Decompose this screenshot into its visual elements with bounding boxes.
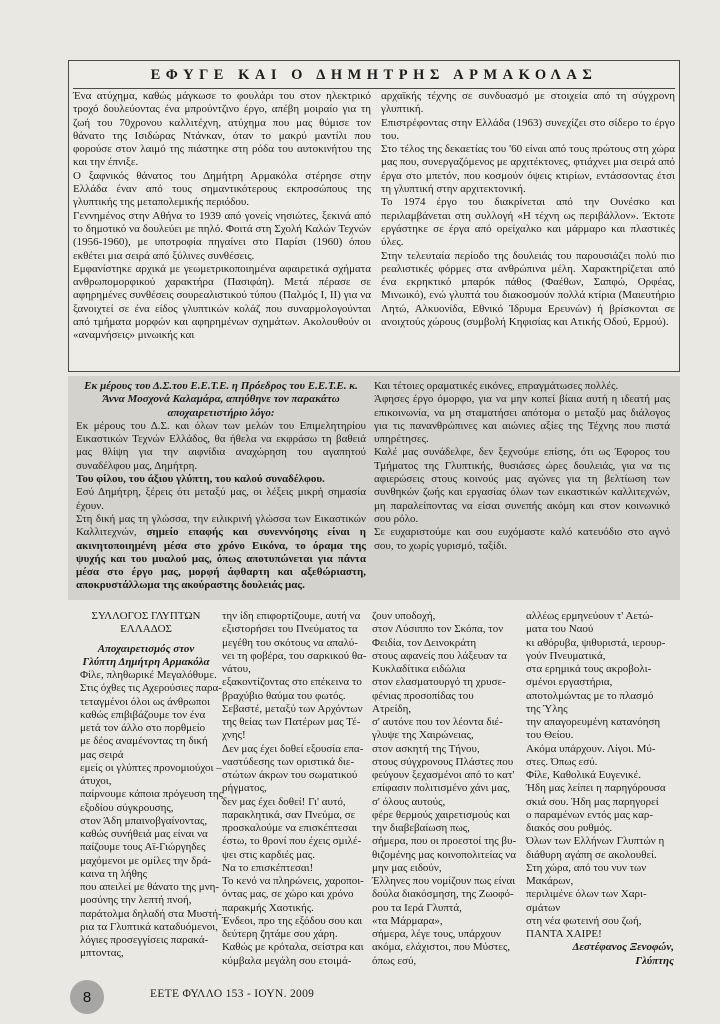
poem-line: την απαγορευμένη κατανόηση [526, 716, 661, 728]
poem-line: στη νέα φωτεινή σου ζωή, [526, 914, 642, 927]
poem-line: στον Άδη μπαινοβγαίνοντας, [80, 814, 208, 827]
poem-line: θιζομένης μας κοινοπολιτείας να [372, 848, 517, 861]
poem-line: περιλιμένε όλων των Χαρι- [526, 888, 647, 901]
poem-line: Μακάρων, [526, 875, 574, 887]
poem-line: καθώς συνήθειά μας είναι να [80, 828, 208, 841]
poem-line: ψει στις καρδιές μας. [222, 848, 315, 861]
poem-line: της Ύλης [526, 702, 568, 715]
poem-line: μην μας ειδούν, [372, 861, 442, 874]
poem-line: ρια τα Γλυπτικά καταδυόμενοι, [80, 920, 218, 933]
poem-line: σ' όλους αυτούς, [372, 795, 446, 808]
poem-line: ρου τα Ιερά Γλυπτά, [372, 901, 462, 914]
poem-line: χνης! [222, 729, 246, 742]
poem-line: Δεν μας έχει δοθεί εξουσία επα- [222, 742, 364, 755]
poem-line: βραχύβιο θαύμα του φωτός. [222, 689, 346, 702]
poem-line: της θείας των Πατέρων μας Τέ- [222, 716, 361, 728]
poem-line: Καθώς με κρόταλα, σείστρα και [222, 941, 364, 954]
poem-line: εξιστορήσει του Πνεύματος τα [222, 623, 358, 636]
poem-column-2 [222, 610, 367, 968]
poem-line: μαχόμενοι με ομίλες την δρά- [80, 854, 212, 867]
issue-footer: ΕΕΤΕ ΦΥΛΛΟ 153 - ΙΟΥΝ. 2009 [150, 988, 315, 1000]
poem-line: αποτολμώντας με το πλασμό [526, 689, 654, 702]
poem-line: Φίλε, πληθωρικέ Μεγαλόθυμε. [80, 669, 217, 682]
poem-line: κι αθόρυβα, ψιθυριστά, ιερουρ- [526, 636, 666, 649]
speech-paragraph: Άφησες έργο όμορφο, για να μην κοπεί βίαια αυτή η ιδεατή μας επικοινωνία, να μη σταματήσει απότομα ο μεταξύ μας διάλογος για τις πανανθρώπινες και αιώνιες αξίες της Τέχνης που πιστά υπηρέτησες. [374, 393, 670, 446]
poem-line: στον ελασματουργό τη χρυσε- [372, 676, 506, 689]
poem-line: έστω, το θρονί που έχεις σμιλέ- [222, 835, 362, 848]
speech-intro: Εκ μέρους του Δ.Σ.του Ε.Ε.Τ.Ε. η Πρόεδρος του Ε.Ε.Τ.Ε. κ. Άννα Μοσχονά Καλαμάρα, απηύθηνε τον παρακάτω αποχαιρετιστήριο λόγο: [84, 380, 358, 419]
poem-line: ρήγματος, [222, 782, 267, 795]
poem-line: Φίλε, Καθολικά Ευγενικέ. [526, 769, 641, 781]
poem-line: Ατρείδη, [372, 702, 412, 715]
article-title: ΕΦΥΓΕ ΚΑΙ Ο ΔΗΜΗΤΡΗΣ ΑΡΜΑΚΟΛΑΣ [150, 67, 598, 83]
poem-line: αλλέως ερμηνεύουν τ' Αετώ- [526, 610, 654, 622]
poem-line: την ίδη επιφορτίζουμε, αυτή να [222, 610, 361, 622]
article-paragraph: αρχαϊκής τέχνης σε συνδυασμό με στοιχεία από τη σύγχρονη γλυπτική. [381, 90, 675, 116]
poem-line: ΠΑΝΤΑ ΧΑΙΡΕ! [526, 928, 602, 940]
poem-line: σ' αυτόνε που τον λέοντα διέ- [372, 716, 503, 728]
poem-line: Ένδεοι, προ της εξόδου σου και [222, 914, 363, 927]
poem-line: φεύγουν ξεχασμένοι από το κατ' [372, 769, 515, 781]
speech-paragraph: Εσύ Δημήτρη, ξέρεις ότι μεταξύ μας, οι λέξεις μικρή σημασία έχουν. [76, 486, 366, 512]
poem-line: εμείς οι γλύπτες προνομιούχοι – [80, 761, 222, 774]
poem-line: Ήδη μας λείπει η παρηγόρουσα [526, 782, 666, 795]
poem-line: διακός σου ρυθμός. [526, 822, 613, 834]
poem-line: που απειλεί με θάνατο της μνη- [80, 881, 220, 894]
poem-line: στα ερημικά τους ακροβολι- [526, 663, 652, 675]
poem-line: γλυψε της Χαιρώνειας, [372, 729, 474, 742]
poem-line: σήμερα, που οι προεστοί της βυ- [372, 835, 517, 848]
poem-line: μετά τον άλλο στο πορθμείο [80, 722, 206, 735]
poem-line: καινα τη λήθης [80, 867, 147, 880]
poem-line: Στις όχθες τις Αχερούσιες παρα- [80, 682, 222, 695]
speech-paragraph [76, 513, 366, 593]
poem-line: μπτοντας, [80, 947, 124, 960]
article-paragraph: Στην τελευταία περίοδο της δουλειάς του παρουσιάζει πολύ πιο ρεαλιστικές φόρμες στα ανθρώπινα μέλη. Χαρακτηρίζεται από ένα εκρηκτικό μπαρόκ πάθος (Φαέθων, Σαπφώ, Ορφέας, Μινωικό), ενώ γλυπτά του διακοσμούν πολλά κτίρια (Μαιευτήριο Λητώ, Αλκυονίδα, Εθνικό Ίδρυμα Ερευνών) ή βρίσκονται σε ανοιχτούς χώρους (συμβολή Κηφισίας και Ατικής Οδού, Ερμού). [381, 249, 675, 329]
poem-line: παρακλητικά, σαν Πνεύμα, σε [222, 808, 356, 821]
article-frame [68, 60, 680, 372]
poem-line: μεγέθη του σκότους να απαλύ- [222, 636, 358, 649]
speech-right-column [374, 380, 670, 553]
poem-line: του Θείου. [526, 729, 574, 742]
poem-lines [372, 610, 517, 968]
speech-paragraph: Και τέτοιες οραματικές εικόνες, επραγμάτωσες πολλές. [374, 380, 619, 392]
poem-line: επίφασιν πολιτισμένο χάνι μας, [372, 782, 510, 795]
poem-line: στον Λύσιππο τον Σκόπα, τον [372, 623, 504, 636]
title-divider [73, 88, 675, 89]
poem-line: ματα του Ναού [526, 623, 594, 636]
poem-line: Κυκλαδίτικα ειδώλια [372, 663, 466, 675]
poem-line: παράτολμα δηλαδή στα Μυστή- [80, 907, 222, 920]
poem-line: Έλληνες που νομίζουν πως είναι [372, 875, 516, 887]
article-paragraph: Εμφανίστηκε αρχικά με γεωμετρικοποιημένα αφαιρετικά σχήματα ανθρωπομορφικού χαρακτήρα (Πασιφάη). Μετά πέρασε σε αφηρημένες συνθέσεις σουρεαλιστικού τύπου (Παλμός Ι, ΙΙ) για να ξανοιχτεί σε ένα είδος γλυπτικών κολάζ που συναρμολογούνται από τμήματα μορφών και αφηρημένων σχημάτων. Ακολουθούν οι «αναμνήσεις» μινωικής και [73, 262, 371, 342]
poem-line: «τα Μάρμαρα», [372, 914, 443, 927]
article-paragraph: Ένα ατύχημα, καθώς μάγκωσε το φουλάρι του στον ηλεκτρικό τροχό δουλεύοντας ένα μπρούντζινο έργο, απέβη μοιραίο για τη ζωή του 70χρονου καλλιτέχνη, ατύχημα που μας θύμισε τον θάνατο της Ισιδώρας Ντάνκαν, όταν το μακρύ μαντίλι που φορούσε στον λαιμό της πιάστηκε στη ρόδα του αυτοκινήτου της και την έπνιξε. [73, 90, 371, 169]
poem-line: σμάτων [526, 901, 561, 914]
poem-signature-role: Γλύπτης [635, 954, 674, 967]
poem-line: τεταγμένοι όλοι ως άνθρωποι [80, 695, 210, 708]
poem-lines [222, 610, 367, 968]
poem-lines [80, 669, 223, 961]
poem-line: την διαβεβαίωση πως, [372, 822, 470, 834]
article-paragraph: Ο ξαφνικός θάνατος του Δημήτρη Αρμακόλα στέρησε στην Ελλάδα έναν από τους σημαντικότερους εκπροσώπους της γλυπτικής της μεταπολεμικής περιόδου. [73, 169, 371, 209]
speech-text: Στη δική μας τη γλώσσα, την ειλικρινή γλώσσα των Εικαστικών Καλλιτεχνών, [76, 512, 366, 539]
poem-line: Όλων των Ελλήνων Γλυπτών η [526, 835, 665, 848]
page-number-badge [70, 980, 104, 1014]
poem-line: μοσύνης την λεπτή πνοή, [80, 894, 192, 907]
poem-line: κύμβαλα μεγάλη σου ετοιμά- [222, 954, 352, 967]
poem-line: νάτου, [222, 663, 251, 675]
poem-column-3 [372, 610, 517, 968]
poem-line: δεύτερη ζητάμε σου χάρη. [222, 928, 338, 940]
poem-line: στον ασκητή της Τήνου, [372, 742, 480, 755]
poem-column-4 [526, 610, 674, 968]
poem-lines [526, 610, 674, 941]
poem-line: παρακμής Χαοτικής. [222, 901, 314, 914]
poem-heading: Αποχαιρετισμός στον Γλύπτη Δημήτρη Αρμακόλα [82, 642, 210, 668]
poem-line: όπως εσύ, [372, 954, 417, 967]
poem-line: στες. Όπως εσύ. [526, 755, 598, 768]
poem-line: προσκαλούμε να επισκέπτεσαι [222, 822, 358, 834]
speech-left-column [76, 380, 366, 593]
poem-line: Το κενό να πληρώνεις, χαροποι- [222, 875, 364, 887]
poem-line: παίζουμε τους Αϊ-Γιώργηδες [80, 841, 206, 854]
article-paragraph: Το 1974 έργο του διακρίνεται από την Ουνέσκο και περιλαμβάνεται στη συλλογή «Η τέχνη ως περιβάλλον». Έκτοτε εργάστηκε σε έργα από ορείχαλκο και μάρμαρο και πλαστικές ύλες. [381, 196, 675, 249]
poem-line: νει τη φοβέρα, του σαρκικού θα- [222, 649, 367, 662]
poem-line: σήμερα, λέγε τους, υπάρχουν [372, 928, 501, 940]
association-name: ΣΥΛΛΟΓΟΣ ΓΛΥΠΤΩΝ ΕΛΛΑΔΟΣ [91, 610, 201, 636]
article-right-column [381, 90, 675, 329]
poem-line: ναστύδεσης των οριστικά διε- [222, 755, 355, 768]
poem-line: ο παραμένων εντός μας καρ- [526, 808, 654, 821]
poem-line: Να το επισκέπτεσαι! [222, 861, 314, 874]
poem-line: λόγιες προσεγγίσεις παρακά- [80, 934, 209, 947]
farewell-speech-box [68, 376, 680, 600]
speech-paragraph: Σε ευχαριστούμε και σου ευχόμαστε καλό κατευόδιο στο αγνό σου, το χωρίς γυρισμό, ταξίδι. [374, 526, 670, 552]
speech-emphasis: σημείο επαφής και συνεννόησης είναι η ακινητοποιημένη μέσα στο χρόνο Εικόνα, το όραμα της ψυχής και του μυαλού μας, όπως αποτυπώνεται για πάντα μέσα στο έργο μας, μορφή άφθαρτη και αξεθώριαστη, αποκρυστάλλωμα της ακούραστης δουλειάς μας. [76, 526, 367, 592]
poem-line: Σεβαστέ, μεταξύ των Αρχόντων [222, 702, 363, 715]
poem-signature: Δεστέφανος Ξενοφών, [572, 941, 674, 954]
poem-line: άτυχοι, [80, 775, 112, 788]
poem-line: εξοδίου σύγκρουσης, [80, 801, 174, 814]
article-left-column [73, 90, 371, 343]
poem-line: σκιά σου. Ήδη μας παρηγορεί [526, 795, 659, 808]
page-number: 8 [82, 988, 92, 1006]
speech-paragraph: Εκ μέρους του Δ.Σ. και όλων των μελών του Επιμελητηρίου Εικαστικών Τεχνών Ελλάδος, θα ήθελα να εκφράσω τη βαθειά μας θλίψη για την αιφνίδια αναχώρηση του αγαπητού συναδέλφου μας, Δημήτρη. [76, 419, 366, 472]
poem-line: παίρνουμε κάποια πρόγευση της [80, 788, 223, 801]
article-paragraph: Γεννημένος στην Αθήνα το 1939 από γονείς νησιώτες, ξεκινά από το δημοτικό να δουλεύει με πηλό. Φοιτά στη Σχολή Καλών Τεχνών (1956-1960), με υποτροφία πηγαίνει στο Παρίσι (1960) όπου εκθέτει μια σειρά από ξύλινες συνθέσεις. [73, 209, 371, 262]
speech-bold-line: Του φίλου, του άξιου γλύπτη, του καλού συναδέλφου. [76, 473, 325, 486]
article-paragraph: Επιστρέφοντας στην Ελλάδα (1963) συνεχίζει στο σίδερο το έργο του. [381, 116, 675, 142]
poem-line: φένιας προσοπίδας του [372, 689, 474, 702]
poem-line: γούν Πνευματικά, [526, 649, 606, 662]
poem-line: στους αφανείς που λάξευαν τα [372, 649, 507, 662]
poem-line: διάθυρη αγάπη σε ακολουθεί. [526, 848, 657, 861]
poem-line: δούλα διακόσμηση, της Ζωοφό- [372, 888, 514, 901]
poem-line: σμένοι εργαστήρια, [526, 676, 613, 689]
speech-paragraph: Καλέ μας συνάδελφε, δεν ξεχνούμε επίσης, ότι ως Έφορος του Τμήματος της Γλυπτικής, θυσιάσες ώρες δουλειάς, για να τις αφιερώσεις στους κοινούς μας αγώνες για τη βελτίωση των συνθηκών ζωής και εργασίας όλων των εικαστικών καλλιτεχνών, μη παραλείποντας να είσαι συνεπής ακόμη και στον κοινωνικό σου ρόλο. [374, 446, 670, 525]
poem-line: ακόμα, ελάχιστοι, που Μύστες, [372, 941, 511, 954]
poem-line: δεν μας έχει δοθεί! Γι' αυτό, [222, 795, 346, 808]
poem-line: Ακόμα υπάρχουν. Λίγοι. Μύ- [526, 742, 656, 755]
poem-line: με δέος αναμένοντας τη δική [80, 735, 208, 748]
poem-line: ζουν υποδοχή, [372, 610, 436, 622]
poem-line: όντας μας, σε χώρο και χρόνο [222, 888, 354, 901]
poem-line: μας σειρά [80, 748, 124, 761]
poem-line: φέρε θερμούς χαιρετισμούς και [372, 808, 511, 821]
poem-line: καθώς επιβιβάζουμε τον ένα [80, 708, 206, 721]
poem-line: Φειδία, τον Δεινοκράτη [372, 636, 477, 649]
poem-line: εξακοντίζοντας στο επέκεινα το [222, 676, 362, 689]
article-paragraph: Στο τέλος της δεκαετίας του '60 είναι από τους πρώτους στη χώρα μας που, συνεργαζόμενος με αρχιτέκτονες, φτιάχνει μια σειρά από έργα στο μπετόν, που κοσμούν όψεις κτιρίων, εντάσσοντας έτσι τη γλυπτική στην αρχιτεκτονική. [381, 143, 675, 196]
poem-line: στους σύγχρονους Πλάστες που [372, 755, 514, 768]
poem-line: στώτων άκρων του σωματικού [222, 769, 358, 781]
poem-line: Στη χώρα, από του νυν των [526, 861, 647, 874]
poem-column-1 [80, 610, 223, 961]
